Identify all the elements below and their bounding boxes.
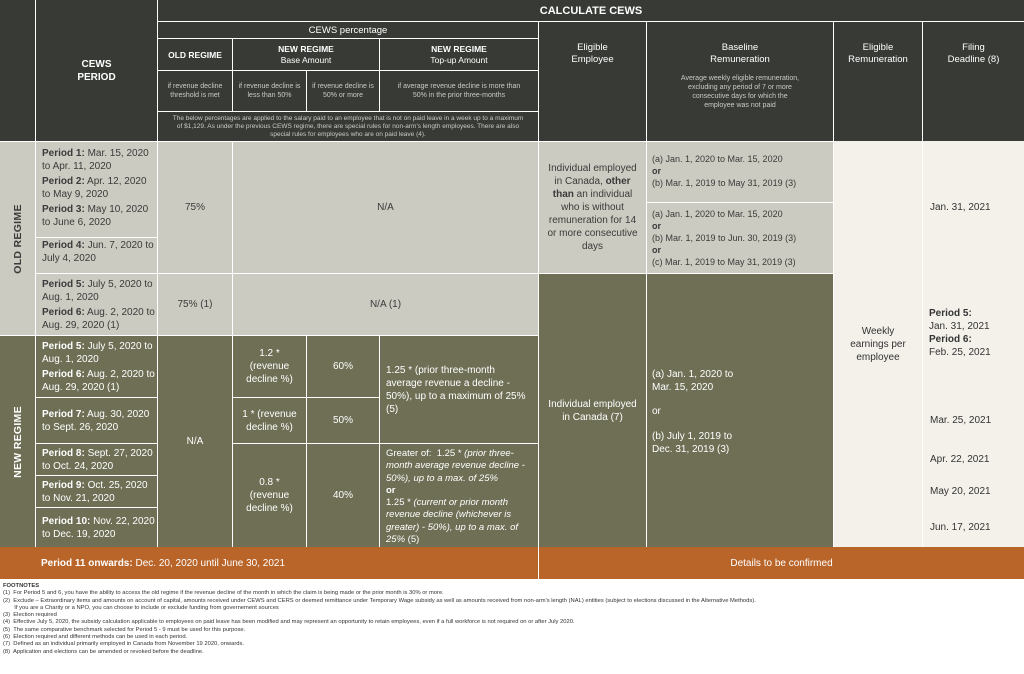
filing-f4: Apr. 22, 2021 [922,443,1024,475]
old-period-3: Period 3: May 10, 2020 to June 6, 2020 [42,204,149,228]
base-c-2: 40% [306,443,379,547]
old-period-6: Period 6: Aug. 2, 2020 to Aug. 29, 2020 (1) [42,307,155,331]
sub-old: if revenue decline threshold is met [157,71,232,111]
calculate-cews-title: CALCULATE CEWS [157,0,1024,22]
footnote: (5) The same comparative benchmark selected for Period 5 - 9 must be used for this purpose. [3,626,246,633]
eligible-employee-old: Individual employed in Canada, other than an individual who is without remuneration for 14 or more consecutive days [538,141,646,273]
eligible-employee-new: Individual employed in Canada (7) [538,273,646,547]
old-regime-header: OLD REGIME [157,39,232,71]
eligible-remuneration: Weekly earnings per employee [833,141,922,547]
new-periods-5-6 [35,335,157,397]
old-period-1: Period 1: Mar. 15, 2020 to Apr. 11, 2020 [42,148,149,172]
baseline-p4: (a) Jan. 1, 2020 to Mar. 15, 2020 or (b) Mar. 1, 2019 to Jun. 30, 2019 (3) or (c) Mar. 1, 2019 to May 31, 2019 (3) [646,202,833,273]
new-regime-topup-header: NEW REGIME Top-up Amount [379,39,538,71]
baseline-new: (a) Jan. 1, 2020 to Mar. 15, 2020 or (b) July 1, 2019 to Dec. 31, 2019 (3) [646,273,833,547]
footnote: (7) Defined as an individual primarily employed in Canada from November 19 2020, onwards. [3,641,245,648]
footnote: If you are a Charity or a NPO, you can choose to include or exclude funding from governement sources [3,604,279,611]
old-periods-1-4 [35,141,157,273]
eligible-remuneration-header: Eligible Remuneration [833,22,922,141]
footnotes-title: FOOTNOTES [3,583,40,589]
period-11-details: Details to be confirmed [538,547,1024,579]
base-b-1: 1 * (revenue decline %) [232,397,306,443]
base-a-1: 1.2 * (revenue decline %) [232,335,306,397]
old-period-5: Period 5: July 5, 2020 to Aug. 1, 2020 [42,279,153,303]
divider-p3-p4 [35,237,157,238]
base-a-2: 60% [306,335,379,397]
new-period-9: Period 9: Oct. 25, 2020 to Nov. 21, 2020 [35,475,157,507]
new-regime-label-cell: NEW REGIME [0,335,35,547]
footnote: (4) Effective July 5, 2020, the subsidy calculation applicable to employees on paid leave has been modified and may represent an opportunity to retain employees, even if a full workforce is not required on or after July 2020. [3,619,575,626]
footnote: (3) Election required [3,612,57,619]
old-rate-p5-6: 75% (1) [157,273,232,335]
new-period-8: Period 8: Sept. 27, 2020 to Oct. 24, 2020 [35,443,157,475]
period-11-label: Period 11 onwards: Dec. 20, 2020 until June 30, 2021 [35,547,538,579]
baseline-header: Baseline Remuneration Average weekly eligible remuneration, excluding any period of 7 or more consecutive days for which the employee was not paid [646,22,833,141]
sub-base-1: if revenue decline is less than 50% [232,71,306,111]
old-regime-label-cell: OLD REGIME [0,141,35,335]
topup-b: Greater of: 1.25 * (prior three-month average revenue decline - 50%), up to a max. of 25% or 1.25 * (current or prior month revenue decline (whichever is greater) - 50%), up to a max. of 25% (5) [379,443,538,547]
new-old-rate: N/A [157,335,232,547]
footnotes [3,583,1021,671]
new-period-5: Period 5: July 5, 2020 to Aug. 1, 2020 [42,341,153,365]
new-regime-base-header: NEW REGIME Base Amount [232,39,379,71]
base-b-2: 50% [306,397,379,443]
new-period-7: Period 7: Aug. 30, 2020 to Sept. 26, 2020 [35,397,157,443]
cews-percentage-header: CEWS percentage [157,22,538,39]
filing-f6: Jun. 17, 2021 [922,507,1024,547]
eligible-employee-header: Eligible Employee [538,22,646,141]
old-period-2: Period 2: Apr. 12, 2020 to May 9, 2020 [42,176,147,200]
filing-deadline-header: Filing Deadline (8) [922,22,1024,141]
sub-base-2: if revenue decline is 50% or more [306,71,379,111]
filing-f2: Period 5: Jan. 31, 2021 Period 6: Feb. 25, 2021 [922,273,1024,397]
cews-period-header: CEWS PERIOD [35,0,157,141]
base-c-1: 0.8 * (revenue decline %) [232,443,306,547]
baseline-p1-3: (a) Jan. 1, 2020 to Mar. 15, 2020 or (b) Mar. 1, 2019 to May 31, 2019 (3) [646,141,833,202]
new-period-6: Period 6: Aug. 2, 2020 to Aug. 29, 2020 (1) [42,369,155,393]
topup-a: 1.25 * (prior three-month average revenue a decline - 50%), up to a maximum of 25% (5) [379,335,538,443]
footnote: (8) Application and elections can be amended or revoked before the deadline. [3,648,204,655]
sub-topup: if average revenue decline is more than 50% in the prior three-months [379,71,538,111]
footnote: (1) For Period 5 and 6, you have the ability to access the old regime if the revenue decline of the month in which the claim is being made or the prior month is 30% or more. [3,590,444,597]
old-rate-p1-4: 75% [157,141,232,273]
filing-f3: Mar. 25, 2021 [922,397,1024,443]
percentage-note: The below percentages are applied to the salary paid to an employee that is not on paid leave in a week up to a maximum of $1,129. As under the previous CEWS regime, there are special rules for non-arm's length employees. There are also special rules for employees who are on paid leave (4). [157,111,538,141]
footnote: (2) Exclude – Extraordinary items and amounts on account of capital, amounts received under CEWS and CERS or deemed remittance under Temporary Wage subsidy as well as amounts received from non-arm's length (NAL) entities (subject to elections discussed in the Alternative Methods). [3,597,756,604]
footnote: (6) Election required and different methods can be used in each period. [3,634,188,641]
filing-f5: May 20, 2021 [922,475,1024,507]
filing-f1: Jan. 31, 2021 [922,141,1024,273]
old-period-4: Period 4: Jun. 7, 2020 to July 4, 2020 [42,240,154,264]
new-rate-p5-6: N/A (1) [232,273,538,335]
new-rate-p1-4: N/A [232,141,538,273]
new-period-10: Period 10: Nov. 22, 2020 to Dec. 19, 2020 [35,507,157,547]
old-periods-5-6 [35,273,157,335]
